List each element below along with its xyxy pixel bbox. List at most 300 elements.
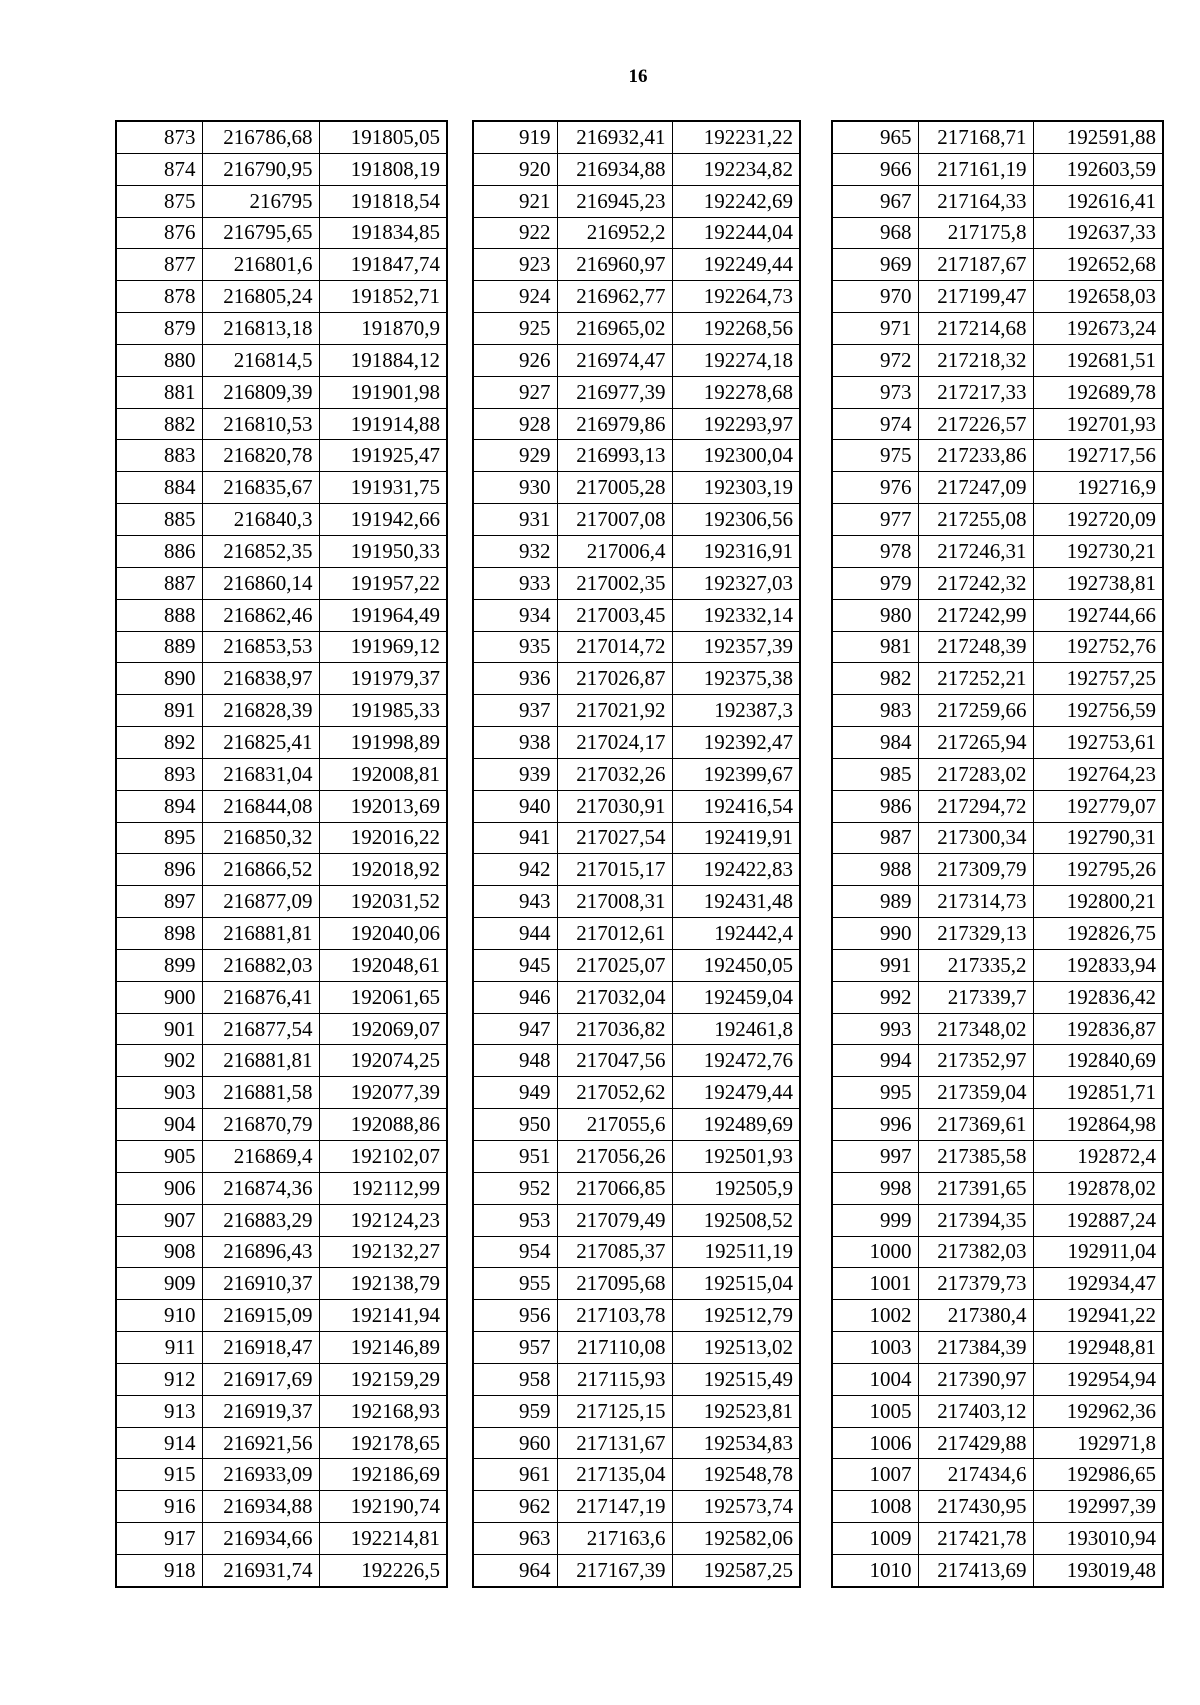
point-number-cell: 988 <box>832 854 918 886</box>
point-number-cell: 905 <box>116 1141 202 1173</box>
x-coordinate-cell: 216883,29 <box>202 1204 319 1236</box>
table-row <box>832 918 1163 950</box>
table-row <box>832 1077 1163 1109</box>
point-number-cell: 976 <box>832 472 918 504</box>
y-coordinate-cell: 192459,04 <box>672 981 800 1013</box>
point-number-cell: 888 <box>116 599 202 631</box>
table-row <box>832 535 1163 567</box>
x-coordinate-cell: 217163,6 <box>557 1523 672 1555</box>
x-coordinate-cell: 217294,72 <box>918 790 1033 822</box>
table-row <box>832 1236 1163 1268</box>
table-row <box>832 217 1163 249</box>
table-row <box>116 153 447 185</box>
x-coordinate-cell: 217147,19 <box>557 1491 672 1523</box>
table-row <box>473 472 800 504</box>
x-coordinate-cell: 217085,37 <box>557 1236 672 1268</box>
table-row <box>473 535 800 567</box>
y-coordinate-cell: 192231,22 <box>672 121 800 153</box>
point-number-cell: 879 <box>116 313 202 345</box>
table-row <box>473 408 800 440</box>
table-row <box>832 1172 1163 1204</box>
x-coordinate-cell: 217391,65 <box>918 1172 1033 1204</box>
point-number-cell: 927 <box>473 376 557 408</box>
table-row <box>473 822 800 854</box>
point-number-cell: 901 <box>116 1013 202 1045</box>
point-number-cell: 942 <box>473 854 557 886</box>
x-coordinate-cell: 217066,85 <box>557 1172 672 1204</box>
y-coordinate-cell: 192088,86 <box>319 1109 447 1141</box>
x-coordinate-cell: 217014,72 <box>557 631 672 663</box>
x-coordinate-cell: 216831,04 <box>202 758 319 790</box>
y-coordinate-cell: 192419,91 <box>672 822 800 854</box>
table-row <box>116 1045 447 1077</box>
table-row <box>116 949 447 981</box>
point-number-cell: 897 <box>116 886 202 918</box>
table-row <box>116 599 447 631</box>
y-coordinate-cell: 192534,83 <box>672 1427 800 1459</box>
table-row <box>832 886 1163 918</box>
table-row <box>832 376 1163 408</box>
table-row <box>116 408 447 440</box>
y-coordinate-cell: 191818,54 <box>319 185 447 217</box>
point-number-cell: 907 <box>116 1204 202 1236</box>
y-coordinate-cell: 191925,47 <box>319 440 447 472</box>
x-coordinate-cell: 217265,94 <box>918 727 1033 759</box>
y-coordinate-cell: 192392,47 <box>672 727 800 759</box>
table-row <box>473 918 800 950</box>
point-number-cell: 1007 <box>832 1459 918 1491</box>
point-number-cell: 995 <box>832 1077 918 1109</box>
table-row <box>473 567 800 599</box>
y-coordinate-cell: 192934,47 <box>1033 1268 1163 1300</box>
point-number-cell: 975 <box>832 440 918 472</box>
x-coordinate-cell: 216881,81 <box>202 918 319 950</box>
x-coordinate-cell: 217032,04 <box>557 981 672 1013</box>
y-coordinate-cell: 192954,94 <box>1033 1363 1163 1395</box>
table-row <box>832 1268 1163 1300</box>
table-row <box>473 1427 800 1459</box>
y-coordinate-cell: 192513,02 <box>672 1332 800 1364</box>
x-coordinate-cell: 217110,08 <box>557 1332 672 1364</box>
point-number-cell: 1001 <box>832 1268 918 1300</box>
x-coordinate-cell: 217024,17 <box>557 727 672 759</box>
point-number-cell: 953 <box>473 1204 557 1236</box>
y-coordinate-cell: 192800,21 <box>1033 886 1163 918</box>
point-number-cell: 911 <box>116 1332 202 1364</box>
point-number-cell: 883 <box>116 440 202 472</box>
x-coordinate-cell: 217314,73 <box>918 886 1033 918</box>
table-row <box>473 1141 800 1173</box>
y-coordinate-cell: 191805,05 <box>319 121 447 153</box>
table-row <box>473 1077 800 1109</box>
table-row <box>473 185 800 217</box>
x-coordinate-cell: 217164,33 <box>918 185 1033 217</box>
x-coordinate-cell: 217214,68 <box>918 313 1033 345</box>
point-number-cell: 918 <box>116 1554 202 1586</box>
point-number-cell: 900 <box>116 981 202 1013</box>
point-number-cell: 904 <box>116 1109 202 1141</box>
table-row <box>473 1395 800 1427</box>
x-coordinate-cell: 216882,03 <box>202 949 319 981</box>
y-coordinate-cell: 192186,69 <box>319 1459 447 1491</box>
x-coordinate-cell: 216835,67 <box>202 472 319 504</box>
y-coordinate-cell: 192159,29 <box>319 1363 447 1395</box>
table-row <box>116 1236 447 1268</box>
table-row <box>473 727 800 759</box>
y-coordinate-cell: 192274,18 <box>672 344 800 376</box>
table-row <box>832 854 1163 886</box>
point-number-cell: 987 <box>832 822 918 854</box>
point-number-cell: 993 <box>832 1013 918 1045</box>
y-coordinate-cell: 192278,68 <box>672 376 800 408</box>
x-coordinate-cell: 217248,39 <box>918 631 1033 663</box>
point-number-cell: 960 <box>473 1427 557 1459</box>
table-row <box>473 1332 800 1364</box>
point-number-cell: 1004 <box>832 1363 918 1395</box>
x-coordinate-cell: 217047,56 <box>557 1045 672 1077</box>
x-coordinate-cell: 216810,53 <box>202 408 319 440</box>
point-number-cell: 877 <box>116 249 202 281</box>
point-number-cell: 941 <box>473 822 557 854</box>
y-coordinate-cell: 192833,94 <box>1033 949 1163 981</box>
point-number-cell: 961 <box>473 1459 557 1491</box>
table-row <box>116 631 447 663</box>
point-number-cell: 954 <box>473 1236 557 1268</box>
y-coordinate-cell: 192234,82 <box>672 153 800 185</box>
x-coordinate-cell: 216977,39 <box>557 376 672 408</box>
point-number-cell: 959 <box>473 1395 557 1427</box>
x-coordinate-cell: 217095,68 <box>557 1268 672 1300</box>
table-row <box>832 313 1163 345</box>
table-row <box>116 1300 447 1332</box>
table-row <box>473 344 800 376</box>
x-coordinate-cell: 217115,93 <box>557 1363 672 1395</box>
y-coordinate-cell: 192357,39 <box>672 631 800 663</box>
point-number-cell: 1009 <box>832 1523 918 1555</box>
y-coordinate-cell: 192587,25 <box>672 1554 800 1586</box>
point-number-cell: 931 <box>473 504 557 536</box>
y-coordinate-cell: 192399,67 <box>672 758 800 790</box>
table-row <box>832 695 1163 727</box>
point-number-cell: 915 <box>116 1459 202 1491</box>
table-row <box>832 727 1163 759</box>
point-number-cell: 938 <box>473 727 557 759</box>
table-row <box>832 1459 1163 1491</box>
point-number-cell: 963 <box>473 1523 557 1555</box>
x-coordinate-cell: 217079,49 <box>557 1204 672 1236</box>
x-coordinate-cell: 217161,19 <box>918 153 1033 185</box>
y-coordinate-cell: 192836,87 <box>1033 1013 1163 1045</box>
point-number-cell: 984 <box>832 727 918 759</box>
table-row <box>832 1554 1163 1586</box>
x-coordinate-cell: 217421,78 <box>918 1523 1033 1555</box>
y-coordinate-cell: 191964,49 <box>319 599 447 631</box>
y-coordinate-cell: 192582,06 <box>672 1523 800 1555</box>
x-coordinate-cell: 217006,4 <box>557 535 672 567</box>
point-number-cell: 875 <box>116 185 202 217</box>
table-row <box>116 854 447 886</box>
table-row <box>832 1045 1163 1077</box>
y-coordinate-cell: 192720,09 <box>1033 504 1163 536</box>
point-number-cell: 924 <box>473 281 557 313</box>
x-coordinate-cell: 216820,78 <box>202 440 319 472</box>
point-number-cell: 936 <box>473 663 557 695</box>
point-number-cell: 966 <box>832 153 918 185</box>
y-coordinate-cell: 191985,33 <box>319 695 447 727</box>
table-row <box>832 981 1163 1013</box>
point-number-cell: 892 <box>116 727 202 759</box>
point-number-cell: 956 <box>473 1300 557 1332</box>
y-coordinate-cell: 192226,5 <box>319 1554 447 1586</box>
y-coordinate-cell: 191957,22 <box>319 567 447 599</box>
x-coordinate-cell: 217233,86 <box>918 440 1033 472</box>
y-coordinate-cell: 192673,24 <box>1033 313 1163 345</box>
x-coordinate-cell: 217242,32 <box>918 567 1033 599</box>
point-number-cell: 906 <box>116 1172 202 1204</box>
y-coordinate-cell: 192840,69 <box>1033 1045 1163 1077</box>
y-coordinate-cell: 192141,94 <box>319 1300 447 1332</box>
x-coordinate-cell: 216945,23 <box>557 185 672 217</box>
table-row <box>832 1332 1163 1364</box>
y-coordinate-cell: 192450,05 <box>672 949 800 981</box>
x-coordinate-cell: 217394,35 <box>918 1204 1033 1236</box>
y-coordinate-cell: 192730,21 <box>1033 535 1163 567</box>
point-number-cell: 971 <box>832 313 918 345</box>
table-row <box>116 1141 447 1173</box>
point-number-cell: 920 <box>473 153 557 185</box>
y-coordinate-cell: 192031,52 <box>319 886 447 918</box>
table-row <box>832 599 1163 631</box>
table-row <box>116 344 447 376</box>
point-number-cell: 882 <box>116 408 202 440</box>
point-number-cell: 889 <box>116 631 202 663</box>
point-number-cell: 992 <box>832 981 918 1013</box>
y-coordinate-cell: 192911,04 <box>1033 1236 1163 1268</box>
point-number-cell: 930 <box>473 472 557 504</box>
x-coordinate-cell: 217131,67 <box>557 1427 672 1459</box>
point-number-cell: 916 <box>116 1491 202 1523</box>
coordinates-table-2 <box>472 120 801 1588</box>
point-number-cell: 1005 <box>832 1395 918 1427</box>
table-row <box>832 185 1163 217</box>
x-coordinate-cell: 216931,74 <box>202 1554 319 1586</box>
y-coordinate-cell: 192523,81 <box>672 1395 800 1427</box>
x-coordinate-cell: 216813,18 <box>202 313 319 345</box>
x-coordinate-cell: 217384,39 <box>918 1332 1033 1364</box>
y-coordinate-cell: 191884,12 <box>319 344 447 376</box>
point-number-cell: 891 <box>116 695 202 727</box>
x-coordinate-cell: 216805,24 <box>202 281 319 313</box>
table-row <box>116 504 447 536</box>
y-coordinate-cell: 192168,93 <box>319 1395 447 1427</box>
table-row <box>473 981 800 1013</box>
y-coordinate-cell: 192603,59 <box>1033 153 1163 185</box>
point-number-cell: 929 <box>473 440 557 472</box>
table-row <box>832 567 1163 599</box>
x-coordinate-cell: 217002,35 <box>557 567 672 599</box>
point-number-cell: 923 <box>473 249 557 281</box>
x-coordinate-cell: 216876,41 <box>202 981 319 1013</box>
x-coordinate-cell: 217226,57 <box>918 408 1033 440</box>
x-coordinate-cell: 216814,5 <box>202 344 319 376</box>
table-row <box>116 1172 447 1204</box>
y-coordinate-cell: 192652,68 <box>1033 249 1163 281</box>
y-coordinate-cell: 191870,9 <box>319 313 447 345</box>
point-number-cell: 979 <box>832 567 918 599</box>
y-coordinate-cell: 192986,65 <box>1033 1459 1163 1491</box>
y-coordinate-cell: 191931,75 <box>319 472 447 504</box>
table-row <box>832 408 1163 440</box>
point-number-cell: 928 <box>473 408 557 440</box>
point-number-cell: 898 <box>116 918 202 950</box>
x-coordinate-cell: 217413,69 <box>918 1554 1033 1586</box>
y-coordinate-cell: 192268,56 <box>672 313 800 345</box>
table-row <box>832 631 1163 663</box>
table-row <box>832 1300 1163 1332</box>
x-coordinate-cell: 217259,66 <box>918 695 1033 727</box>
table-row <box>473 1300 800 1332</box>
point-number-cell: 950 <box>473 1109 557 1141</box>
table-row <box>116 535 447 567</box>
x-coordinate-cell: 217027,54 <box>557 822 672 854</box>
y-coordinate-cell: 192962,36 <box>1033 1395 1163 1427</box>
x-coordinate-cell: 216828,39 <box>202 695 319 727</box>
x-coordinate-cell: 217430,95 <box>918 1491 1033 1523</box>
x-coordinate-cell: 216881,81 <box>202 1045 319 1077</box>
x-coordinate-cell: 217103,78 <box>557 1300 672 1332</box>
point-number-cell: 946 <box>473 981 557 1013</box>
y-coordinate-cell: 193019,48 <box>1033 1554 1163 1586</box>
y-coordinate-cell: 192795,26 <box>1033 854 1163 886</box>
x-coordinate-cell: 217369,61 <box>918 1109 1033 1141</box>
table-row <box>473 854 800 886</box>
point-number-cell: 1003 <box>832 1332 918 1364</box>
x-coordinate-cell: 217434,6 <box>918 1459 1033 1491</box>
table-row <box>116 249 447 281</box>
y-coordinate-cell: 192948,81 <box>1033 1332 1163 1364</box>
x-coordinate-cell: 217056,26 <box>557 1141 672 1173</box>
x-coordinate-cell: 216795,65 <box>202 217 319 249</box>
x-coordinate-cell: 216844,08 <box>202 790 319 822</box>
table-row <box>116 822 447 854</box>
y-coordinate-cell: 192716,9 <box>1033 472 1163 504</box>
y-coordinate-cell: 192941,22 <box>1033 1300 1163 1332</box>
point-number-cell: 881 <box>116 376 202 408</box>
y-coordinate-cell: 193010,94 <box>1033 1523 1163 1555</box>
point-number-cell: 944 <box>473 918 557 950</box>
point-number-cell: 978 <box>832 535 918 567</box>
point-number-cell: 952 <box>473 1172 557 1204</box>
point-number-cell: 873 <box>116 121 202 153</box>
table-row <box>832 758 1163 790</box>
table-row <box>473 440 800 472</box>
point-number-cell: 983 <box>832 695 918 727</box>
y-coordinate-cell: 192040,06 <box>319 918 447 950</box>
y-coordinate-cell: 192753,61 <box>1033 727 1163 759</box>
y-coordinate-cell: 192887,24 <box>1033 1204 1163 1236</box>
x-coordinate-cell: 217008,31 <box>557 886 672 918</box>
x-coordinate-cell: 217199,47 <box>918 281 1033 313</box>
y-coordinate-cell: 192132,27 <box>319 1236 447 1268</box>
point-number-cell: 919 <box>473 121 557 153</box>
point-number-cell: 908 <box>116 1236 202 1268</box>
point-number-cell: 957 <box>473 1332 557 1364</box>
table-row <box>116 1077 447 1109</box>
point-number-cell: 986 <box>832 790 918 822</box>
x-coordinate-cell: 216795 <box>202 185 319 217</box>
y-coordinate-cell: 192508,52 <box>672 1204 800 1236</box>
y-coordinate-cell: 192616,41 <box>1033 185 1163 217</box>
point-number-cell: 982 <box>832 663 918 695</box>
point-number-cell: 989 <box>832 886 918 918</box>
y-coordinate-cell: 192416,54 <box>672 790 800 822</box>
y-coordinate-cell: 192387,3 <box>672 695 800 727</box>
point-number-cell: 878 <box>116 281 202 313</box>
point-number-cell: 890 <box>116 663 202 695</box>
point-number-cell: 1008 <box>832 1491 918 1523</box>
table-row <box>473 758 800 790</box>
point-number-cell: 969 <box>832 249 918 281</box>
y-coordinate-cell: 192442,4 <box>672 918 800 950</box>
x-coordinate-cell: 216881,58 <box>202 1077 319 1109</box>
table-row <box>473 695 800 727</box>
y-coordinate-cell: 192764,23 <box>1033 758 1163 790</box>
x-coordinate-cell: 217380,4 <box>918 1300 1033 1332</box>
table-row <box>832 1109 1163 1141</box>
y-coordinate-cell: 192018,92 <box>319 854 447 886</box>
y-coordinate-cell: 191969,12 <box>319 631 447 663</box>
y-coordinate-cell: 191847,74 <box>319 249 447 281</box>
table-row <box>116 567 447 599</box>
table-row <box>832 504 1163 536</box>
y-coordinate-cell: 192077,39 <box>319 1077 447 1109</box>
x-coordinate-cell: 217348,02 <box>918 1013 1033 1045</box>
table-row <box>116 663 447 695</box>
table-row <box>116 1204 447 1236</box>
point-number-cell: 1006 <box>832 1427 918 1459</box>
table-row <box>116 1268 447 1300</box>
x-coordinate-cell: 217255,08 <box>918 504 1033 536</box>
y-coordinate-cell: 192515,49 <box>672 1363 800 1395</box>
y-coordinate-cell: 192658,03 <box>1033 281 1163 313</box>
table-row <box>832 1013 1163 1045</box>
x-coordinate-cell: 216866,52 <box>202 854 319 886</box>
table-row <box>473 1523 800 1555</box>
y-coordinate-cell: 192864,98 <box>1033 1109 1163 1141</box>
table-row <box>832 121 1163 153</box>
y-coordinate-cell: 192511,19 <box>672 1236 800 1268</box>
point-number-cell: 894 <box>116 790 202 822</box>
point-number-cell: 887 <box>116 567 202 599</box>
x-coordinate-cell: 216786,68 <box>202 121 319 153</box>
x-coordinate-cell: 217335,2 <box>918 949 1033 981</box>
point-number-cell: 909 <box>116 1268 202 1300</box>
table-row <box>832 1204 1163 1236</box>
x-coordinate-cell: 217339,7 <box>918 981 1033 1013</box>
y-coordinate-cell: 192752,76 <box>1033 631 1163 663</box>
y-coordinate-cell: 192479,44 <box>672 1077 800 1109</box>
x-coordinate-cell: 216850,32 <box>202 822 319 854</box>
x-coordinate-cell: 217246,31 <box>918 535 1033 567</box>
point-number-cell: 999 <box>832 1204 918 1236</box>
table-row <box>116 281 447 313</box>
x-coordinate-cell: 217032,26 <box>557 758 672 790</box>
table-row <box>832 1491 1163 1523</box>
table-row <box>116 1395 447 1427</box>
table-row <box>473 1459 800 1491</box>
y-coordinate-cell: 192591,88 <box>1033 121 1163 153</box>
table-row <box>116 121 447 153</box>
